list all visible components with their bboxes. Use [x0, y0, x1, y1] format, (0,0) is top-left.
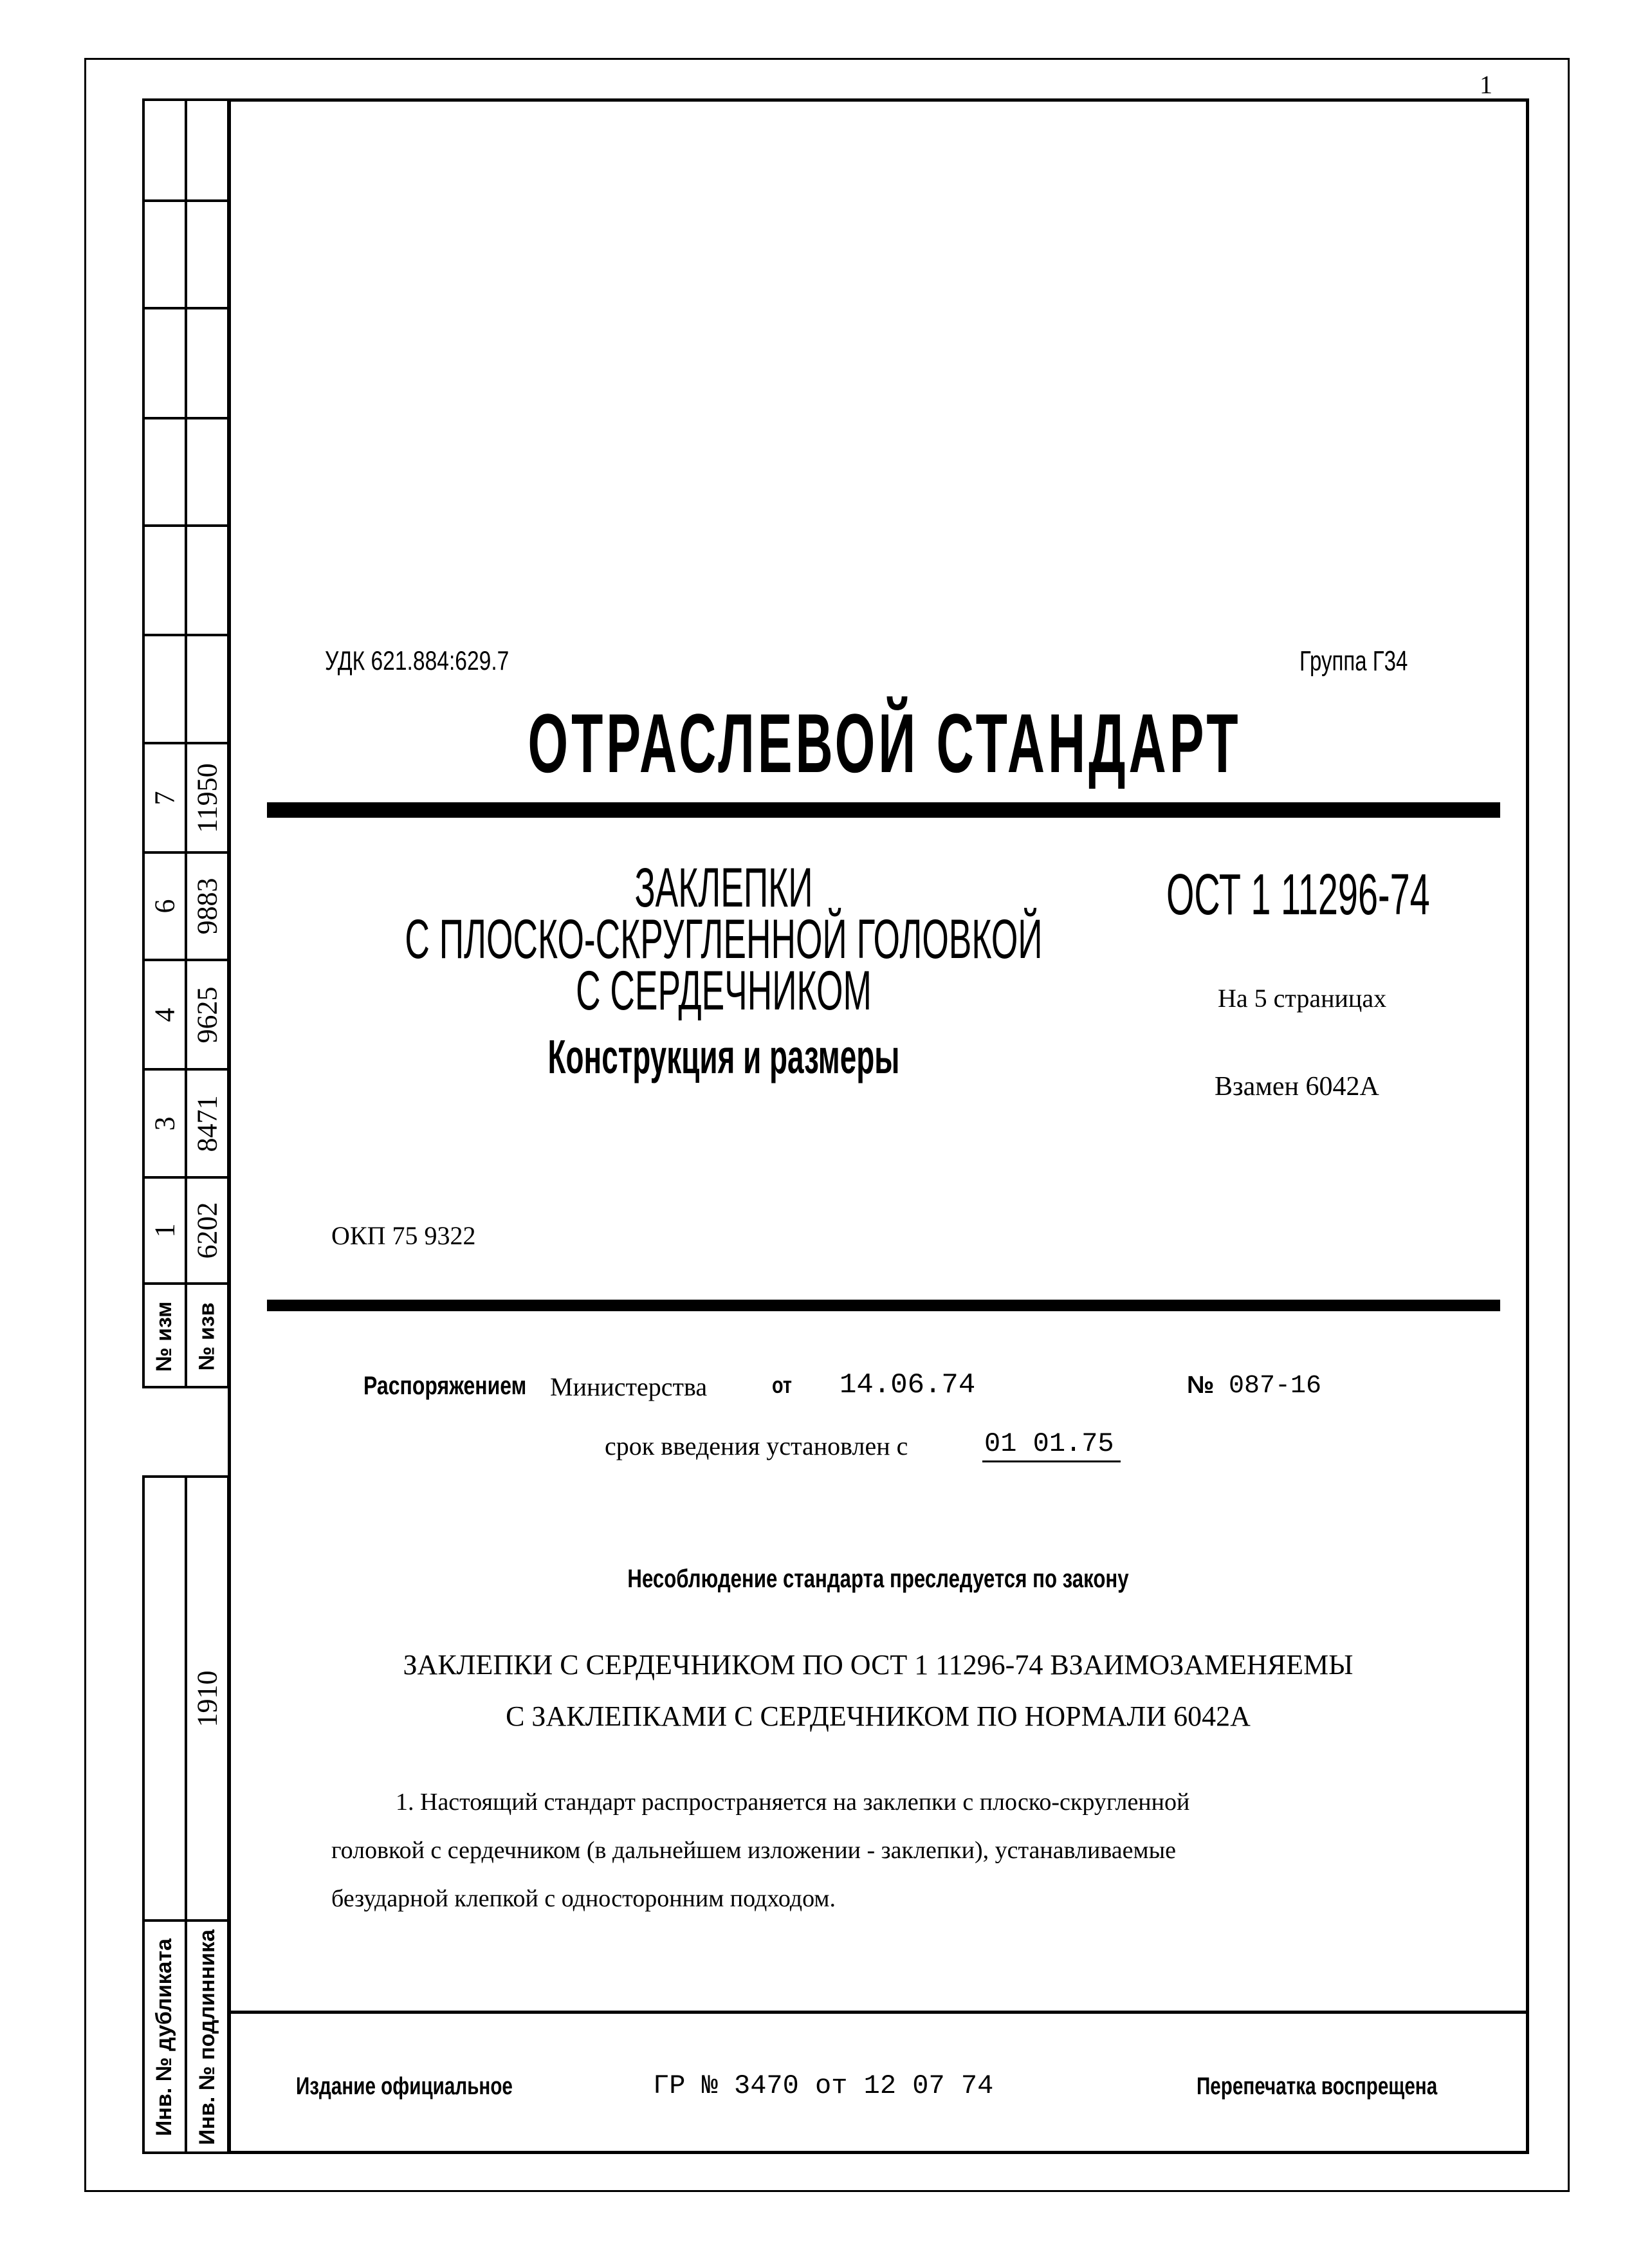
page-number: 1 [1480, 70, 1492, 99]
doc-label: № изв [194, 1302, 219, 1371]
change-3: 3 [149, 1116, 181, 1130]
doc-3: 8471 [191, 1095, 223, 1152]
edition-label: Издание официальное [296, 2073, 513, 2100]
standard-number: ОСТ 1 11296-74 [1166, 863, 1430, 927]
subject-title [210, 857, 1238, 1022]
interchange-note: ЗАКЛЕПКИ С СЕРДЕЧНИКОМ ПО ОСТ 1 11296-74 ВЗАИМОЗАМЕНЯЕМЫ С ЗАКЛЕПКАМИ С СЕРДЕЧНИКОМ ПО НОРМАЛИ 6042А [403, 1649, 1354, 1732]
doc-7: 11950 [191, 762, 223, 833]
subtitle: Конструкция и размеры [547, 1030, 900, 1083]
header-rule [267, 1300, 1500, 1311]
change-1: 1 [149, 1223, 181, 1238]
subject-line-3: С СЕРДЕЧНИКОМ [576, 960, 872, 1022]
footer-divider [228, 2011, 1529, 2014]
doc-4: 9625 [191, 986, 223, 1043]
orig-inv-label: Инв. № подлинника [194, 1929, 219, 2145]
change-7: 7 [149, 791, 181, 805]
registration: ГР № 3470 от 12 07 74 [653, 2070, 994, 2101]
title-rule [267, 802, 1500, 818]
reprint-notice: Перепечатка воспрещена [1197, 2073, 1438, 2100]
document-page: 7 11950 6 9883 4 9625 3 8471 1 6202 № изм № изв 1910 Инв. № дубликата Инв. № подлинника 1 УДК 621.884:629.7 Группа Г34 ОТРАСЛЕВОЙ СТАНДАРТ ЗАКЛЕПКИ С ПЛОСКО-СКРУГЛЕННОЙ ГОЛОВКОЙ С СЕРДЕЧНИКОМ Конструкция и размеры ОСТ 1 11296-74 На 5 страницах Взамен 6042А ОКП 75 9322 Распоряжением Министерства от 14.06.74 № 087-16 срок введения установлен с 01 01.75 Несоблюдение стандарта преследуется по закону ЗАКЛЕПКИ С СЕРДЕЧНИКОМ ПО ОСТ 1 11296-74 ВЗАИМОЗАМЕНЯЕМЫ С ЗАКЛЕПКАМИ С СЕРДЕЧНИКОМ ПО НОРМАЛИ 6042А 1. Настоящий стандарт распространяется на заклепки с плоско-скругленной головкой с сердечником (в дальнейшем изложении - заклепки), устанавливаемые безударной клепкой с односторонним подходом. Издание официальное ГР № 3470 от 12 07 74 Перепечатка воспрещена [0, 0, 1652, 2266]
doc-6: 9883 [191, 878, 223, 935]
law-notice: Несоблюдение стандарта преследуется по закону [627, 1565, 1129, 1593]
doc-1: 6202 [191, 1202, 223, 1259]
subject-line-1: ЗАКЛЕПКИ [634, 857, 813, 919]
group: Группа Г34 [1299, 645, 1408, 677]
udk: УДК 621.884:629.7 [325, 645, 509, 676]
change-6: 6 [149, 899, 181, 914]
okp-code: ОКП 75 9322 [331, 1221, 476, 1250]
replaces: Взамен 6042А [1215, 1072, 1379, 1101]
dup-inv-label: Инв. № дубликата [152, 1938, 177, 2136]
subject-line-2: С ПЛОСКО-СКРУГЛЕННОЙ ГОЛОВКОЙ [405, 908, 1043, 970]
change-label: № изм [152, 1301, 177, 1372]
document-title: ОТРАСЛЕВОЙ СТАНДАРТ [528, 696, 1242, 790]
page-count: На 5 страницах [1218, 984, 1387, 1013]
change-4: 4 [149, 1008, 181, 1022]
clause-1: 1. Настоящий стандарт распространяется на заклепки с плоско-скругленной головкой с сердечником (в дальнейшем изложении - заклепки), устанавливаемые безударной клепкой с односторонним подходом. [331, 1789, 1190, 1912]
original-inv-number: 1910 [191, 1670, 223, 1727]
